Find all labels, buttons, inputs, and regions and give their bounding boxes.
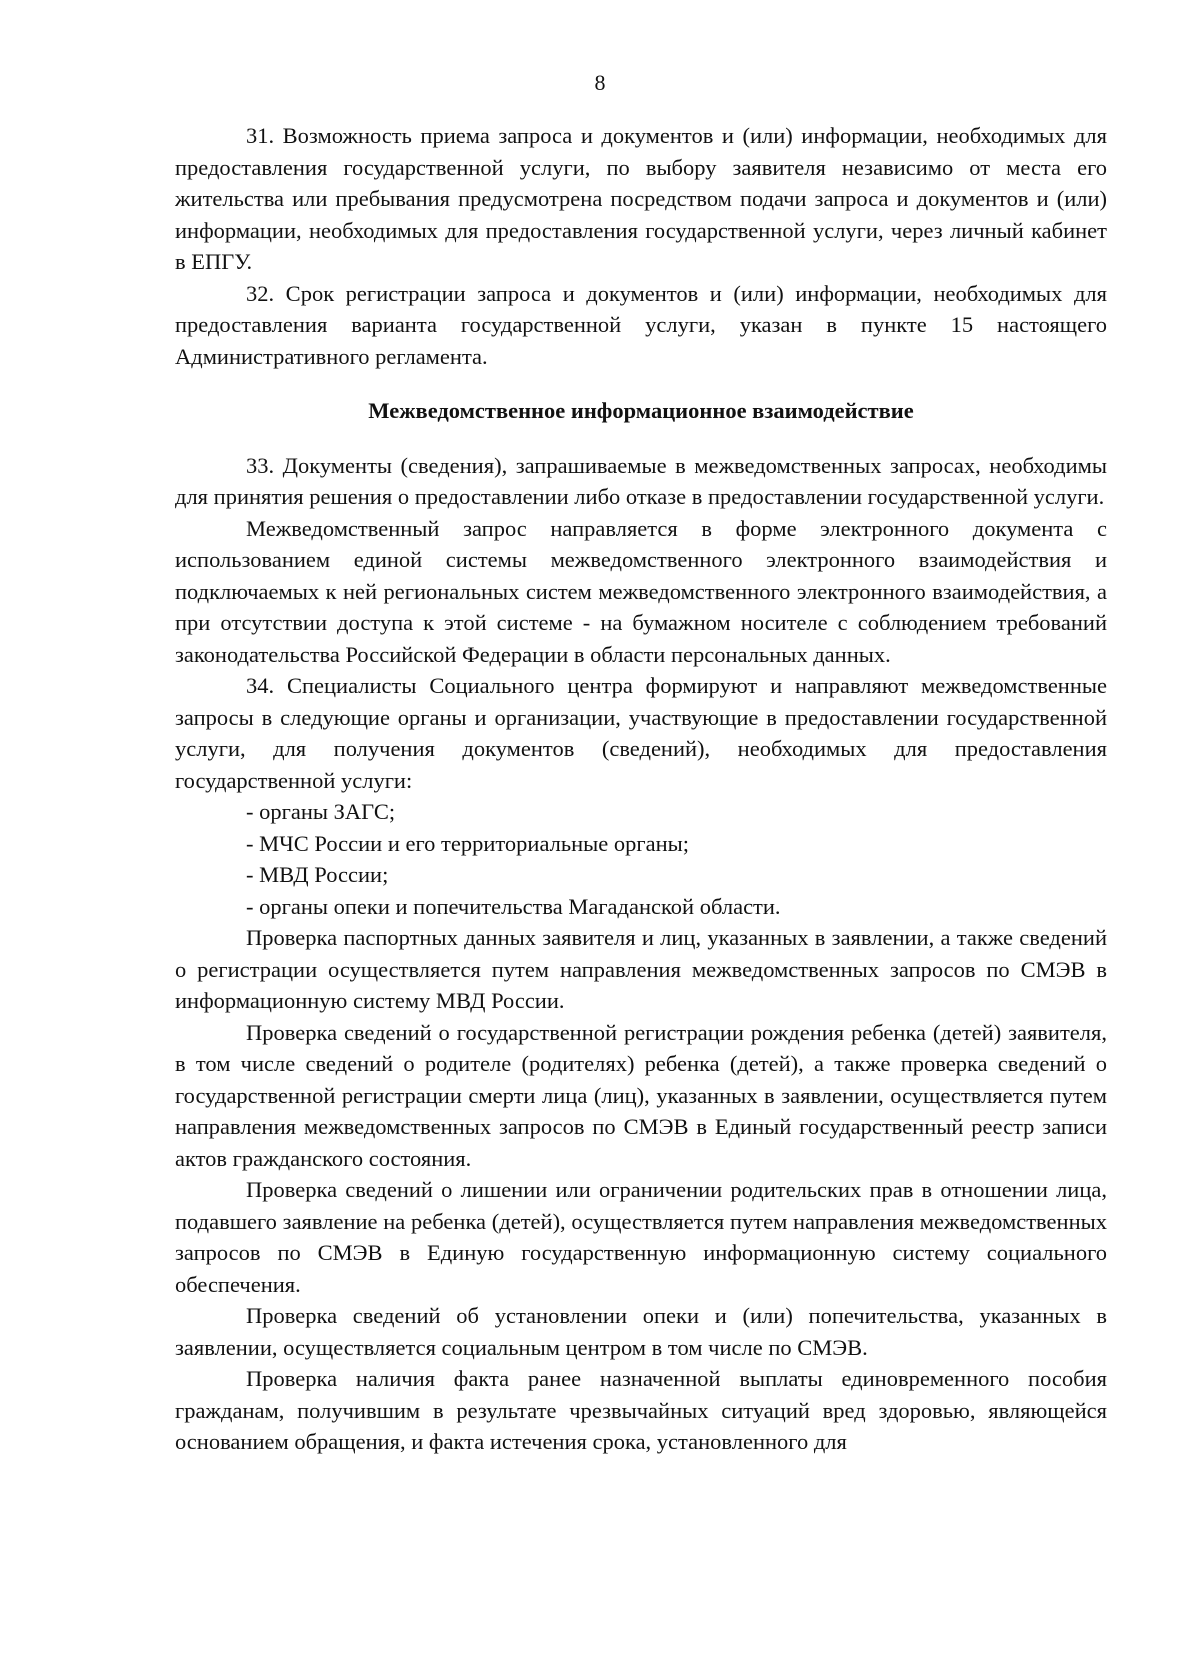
paragraph-guardianship-check: Проверка сведений об установлении опеки и (или) попечительства, указанных в заявлении, осуществляется социальным центром в том числе по СМЭВ. <box>175 1303 1107 1360</box>
paragraph-birth-check: Проверка сведений о государственной регистрации рождения ребенка (детей) заявителя, в том числе сведений о родителе (родителях) ребенка (детей), а также проверка сведений о государственной регистрации смерти лица (лиц), указанных в заявлении, осуществляется путем направления межведомственных запросов по СМЭВ в Единый государственный реестр записи актов гражданского состояния. <box>175 1019 1107 1171</box>
list-item-mchs: - МЧС России и его территориальные органы; <box>246 830 690 856</box>
list-item-guardianship: - органы опеки и попечительства Магаданской области. <box>246 893 781 919</box>
paragraph-payment-check: Проверка наличия факта ранее назначенной выплаты единовременного пособия гражданам, получившим в результате чрезвычайных ситуаций вред здоровью, являющейся основанием обращения, и факта истечения срока, установленного для <box>175 1366 1107 1454</box>
list-item-mvd: - МВД России; <box>246 862 389 887</box>
page-number: 8 <box>594 70 606 95</box>
paragraph-32: 32. Срок регистрации запроса и документов и (или) информации, необходимых для предоставления варианта государственной услуги, указан в пункте 15 настоящего Административного регламента. <box>175 280 1107 369</box>
document-body <box>175 120 1107 1458</box>
paragraph-parental-rights-check: Проверка сведений о лишении или ограничении родительских прав в отношении лица, подавшего заявление на ребенка (детей), осуществляется путем направления межведомственных запросов по СМЭВ в Единую государственную информационную систему социального обеспечения. <box>175 1177 1107 1297</box>
section-heading: Межведомственное информационное взаимодействие <box>368 398 914 423</box>
paragraph-33-interagency-request: Межведомственный запрос направляется в форме электронного документа с использованием единой системы межведомственного электронного взаимодействия и подключаемых к ней региональных систем межведомственного электронного взаимодействия, а при отсутствии доступа к этой системе - на бумажном носителе с соблюдением требований законодательства Российской Федерации в области персональных данных. <box>175 515 1107 667</box>
paragraph-33: 33. Документы (сведения), запрашиваемые в межведомственных запросах, необходимы для принятия решения о предоставлении либо отказе в предоставлении государственной услуги. <box>175 452 1107 509</box>
paragraph-passport-check: Проверка паспортных данных заявителя и лиц, указанных в заявлении, а также сведений о регистрации осуществляется путем направления межведомственных запросов по СМЭВ в информационную систему МВД России. <box>175 925 1107 1013</box>
paragraph-31: 31. Возможность приема запроса и документов и (или) информации, необходимых для предоставления государственной услуги, по выбору заявителя независимо от места его жительства или пребывания предусмотрена посредством подачи запроса и документов и (или) информации, необходимых для предоставления государственной услуги, через личный кабинет в ЕПГУ. <box>175 123 1107 274</box>
list-item-zags: - органы ЗАГС; <box>246 799 396 824</box>
paragraph-34: 34. Специалисты Социального центра формируют и направляют межведомственные запросы в следующие органы и организации, участвующие в предоставлении государственной услуги, для получения документов (сведений), необходимых для предоставления государственной услуги: <box>175 673 1107 793</box>
